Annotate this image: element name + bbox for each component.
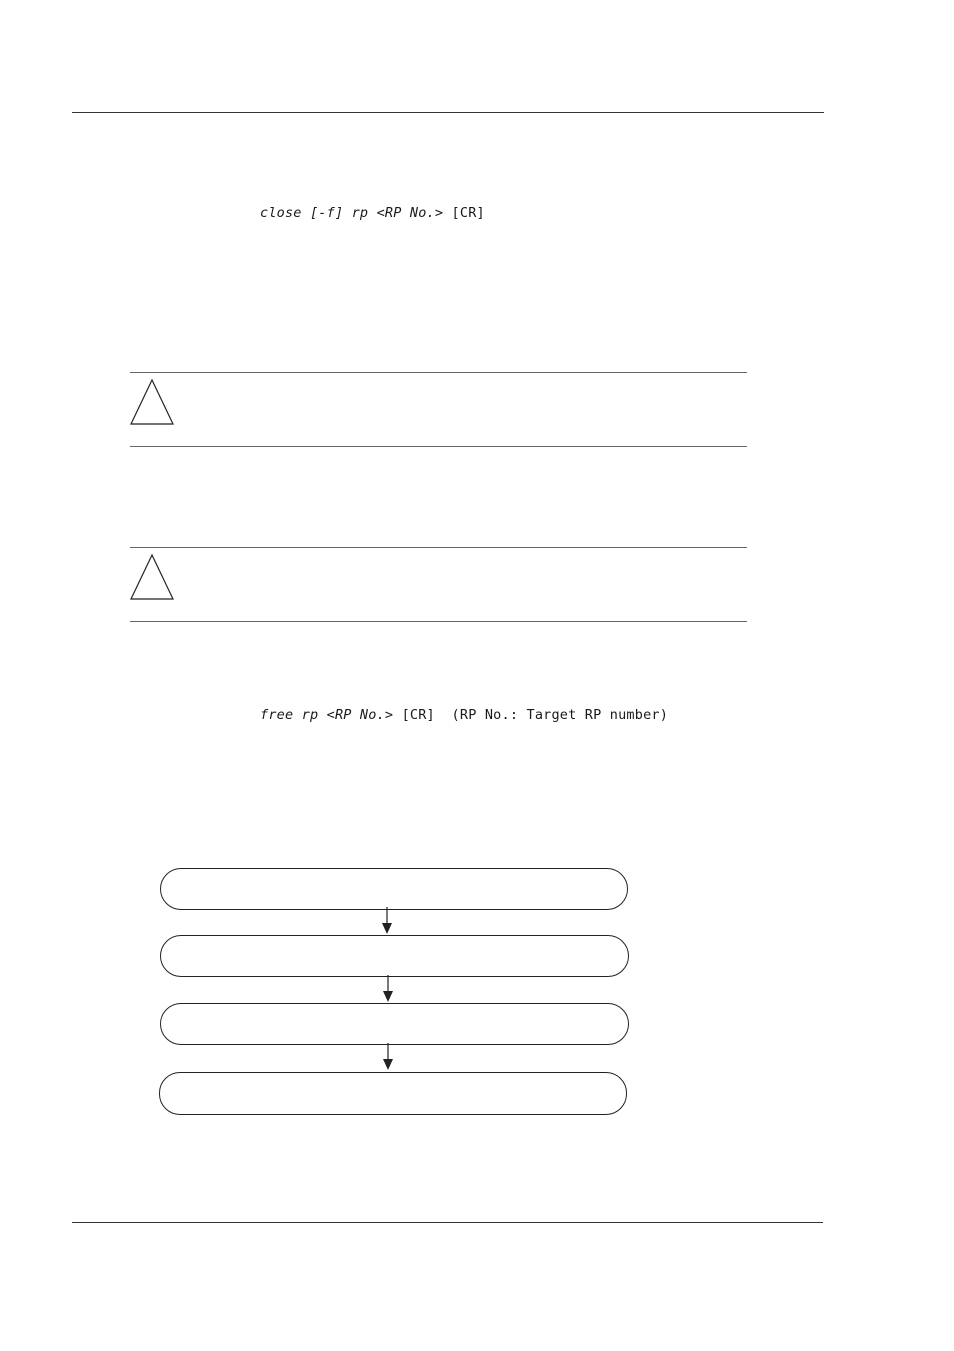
flowchart-step-1 [160,868,628,910]
flowchart-step-4 [159,1072,627,1115]
caution-triangle-icon [129,377,175,433]
free-command-text: free rp <RP No.> [260,707,394,723]
close-command-enter-key: [CR] [443,205,485,221]
footer-rule [72,1222,823,1223]
free-command-description: [CR] (RP No.: Target RP number) [393,707,669,723]
flowchart-step-2 [160,935,629,977]
close-command-text: close [-f] rp <RP No.> [260,205,444,221]
down-arrow-icon [380,975,396,1005]
down-arrow-icon [380,1043,396,1073]
notice-2-bottom-rule [130,621,747,622]
down-arrow-icon [379,907,395,937]
free-command-syntax [260,707,668,723]
notice-1-top-rule [130,372,747,373]
header-rule [72,112,824,113]
notice-2-top-rule [130,547,747,548]
caution-triangle-icon [129,552,175,608]
flowchart-step-3 [160,1003,629,1045]
close-command-syntax [260,205,485,221]
notice-1-bottom-rule [130,446,747,447]
